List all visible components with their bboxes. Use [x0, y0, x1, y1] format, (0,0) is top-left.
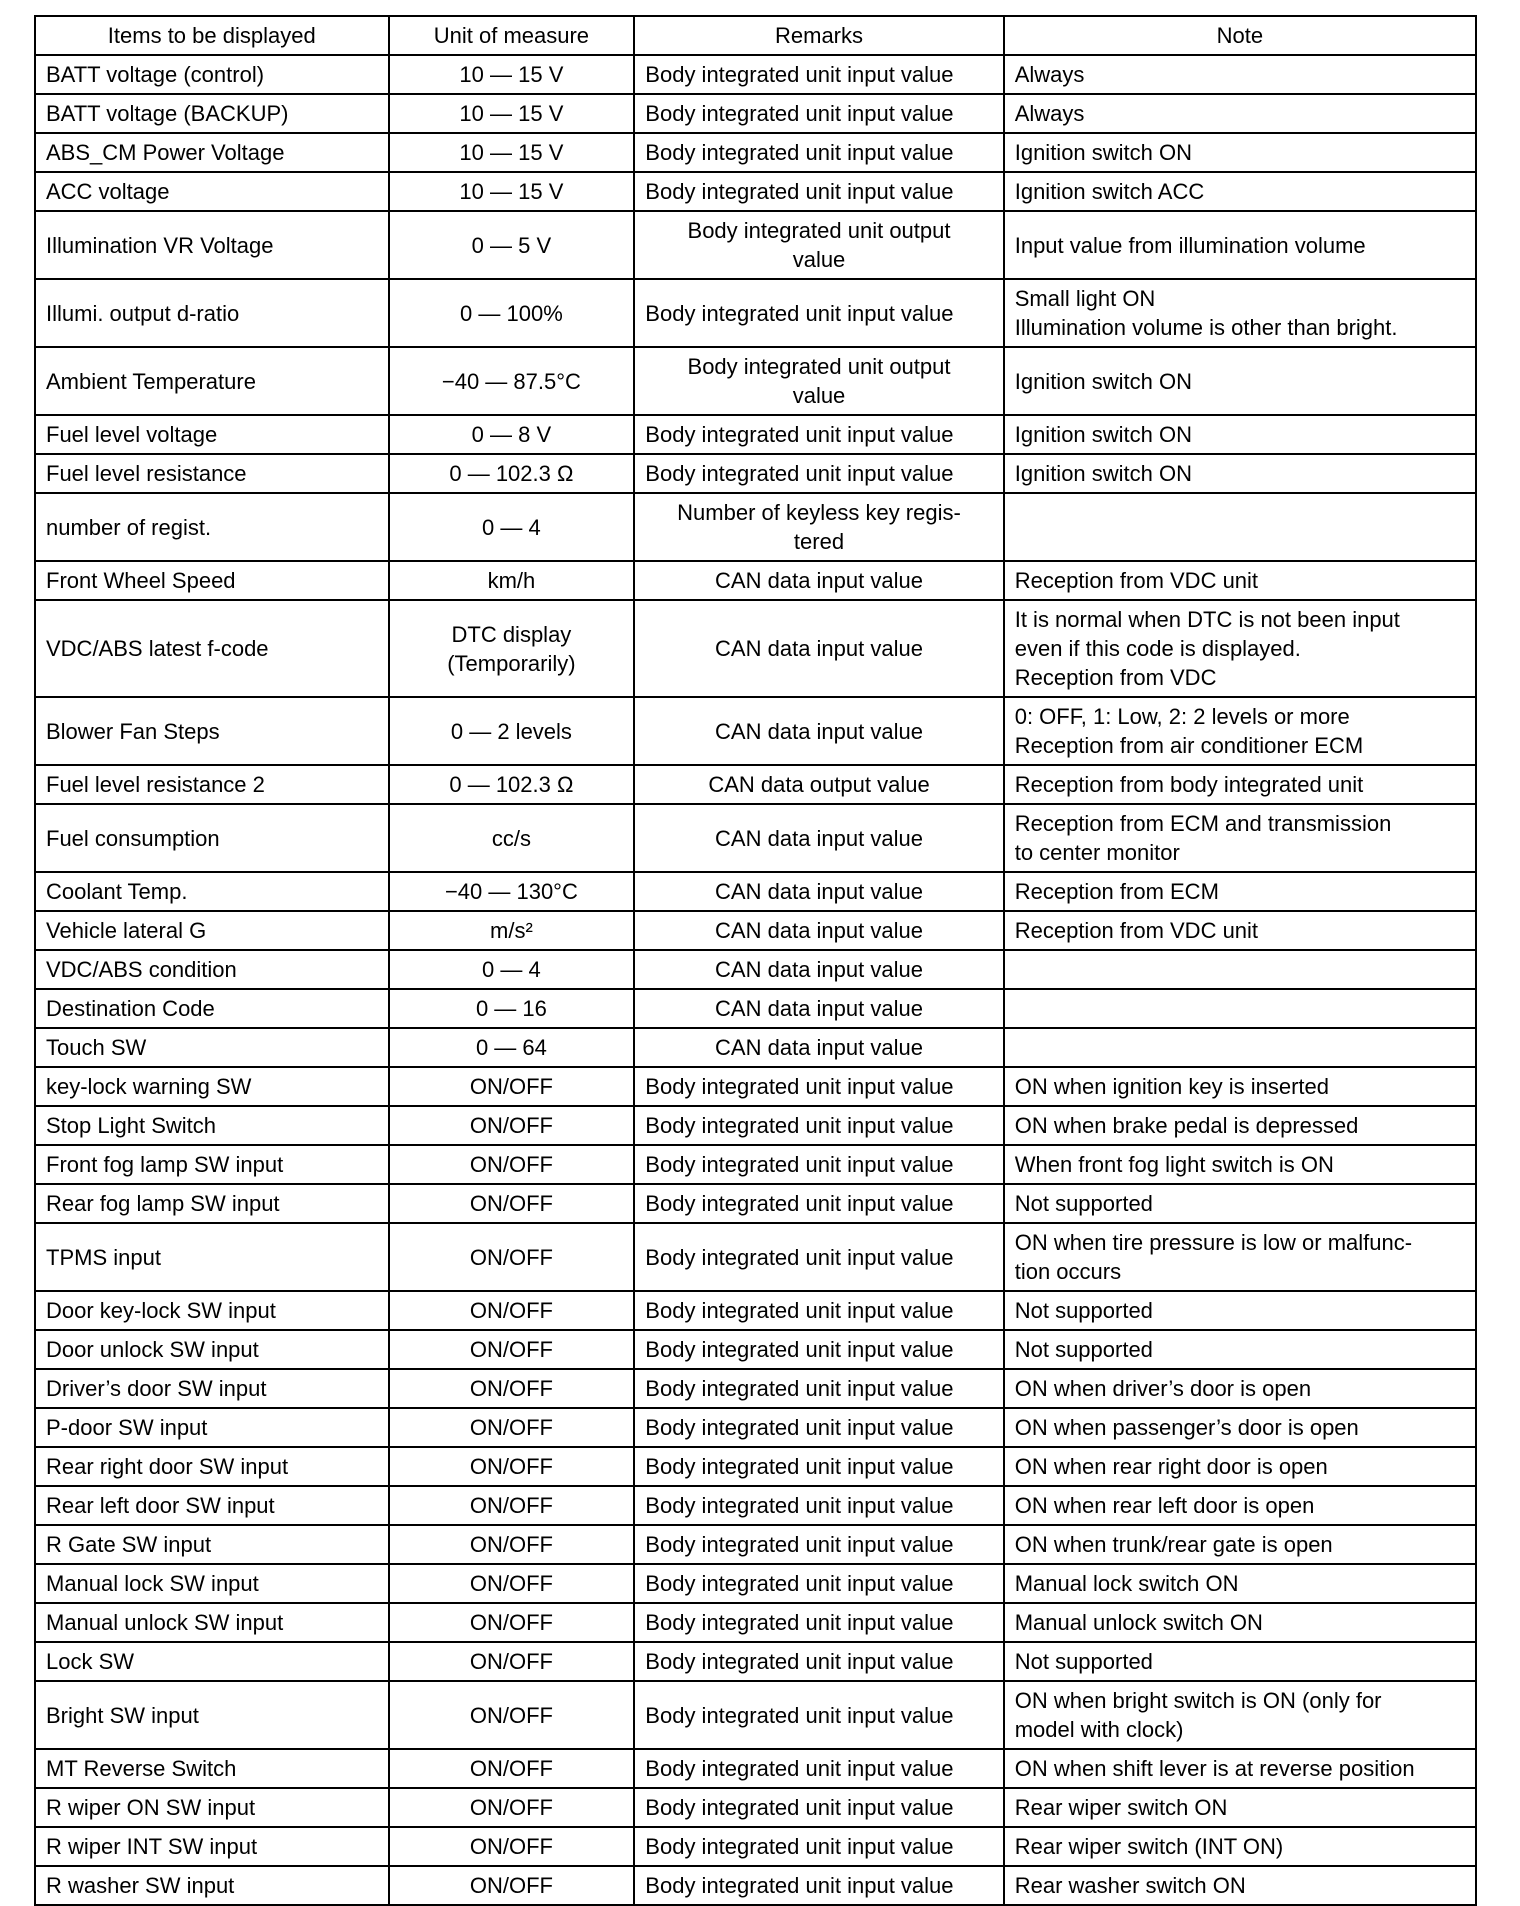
- cell-note: Not supported: [1004, 1330, 1476, 1369]
- cell-unit: 0 — 5 V: [389, 211, 635, 279]
- cell-note: It is normal when DTC is not been input even if this code is displayed. Reception from VDC: [1004, 600, 1476, 697]
- cell-note: ON when brake pedal is depressed: [1004, 1106, 1476, 1145]
- cell-item: Driver’s door SW input: [35, 1369, 389, 1408]
- cell-item: R wiper INT SW input: [35, 1827, 389, 1866]
- cell-note: Ignition switch ACC: [1004, 172, 1476, 211]
- cell-note: ON when tire pressure is low or malfunc- tion occurs: [1004, 1223, 1476, 1291]
- cell-remarks: Body integrated unit input value: [634, 279, 1003, 347]
- cell-note: Not supported: [1004, 1291, 1476, 1330]
- cell-remarks: Body integrated unit input value: [634, 1067, 1003, 1106]
- cell-unit: ON/OFF: [389, 1369, 635, 1408]
- cell-note: Reception from ECM and transmission to center monitor: [1004, 804, 1476, 872]
- table-row: [35, 1369, 1476, 1408]
- cell-unit: ON/OFF: [389, 1330, 635, 1369]
- cell-note: Rear wiper switch (INT ON): [1004, 1827, 1476, 1866]
- cell-remarks: Body integrated unit input value: [634, 1642, 1003, 1681]
- cell-item: Rear fog lamp SW input: [35, 1184, 389, 1223]
- header-note: Note: [1004, 16, 1476, 55]
- cell-unit: 0 — 100%: [389, 279, 635, 347]
- cell-note: ON when trunk/rear gate is open: [1004, 1525, 1476, 1564]
- header-remarks: Remarks: [634, 16, 1003, 55]
- cell-remarks: Body integrated unit input value: [634, 1184, 1003, 1223]
- cell-unit: ON/OFF: [389, 1067, 635, 1106]
- cell-note: ON when rear left door is open: [1004, 1486, 1476, 1525]
- cell-item: Fuel level voltage: [35, 415, 389, 454]
- table-header-row: [35, 16, 1476, 55]
- cell-note: Reception from VDC unit: [1004, 911, 1476, 950]
- cell-item: Illumi. output d-ratio: [35, 279, 389, 347]
- table-row: [35, 872, 1476, 911]
- table-row: [35, 1788, 1476, 1827]
- cell-remarks: Body integrated unit input value: [634, 454, 1003, 493]
- cell-item: Illumination VR Voltage: [35, 211, 389, 279]
- cell-remarks: CAN data input value: [634, 1028, 1003, 1067]
- cell-note: Reception from body integrated unit: [1004, 765, 1476, 804]
- header-items: Items to be displayed: [35, 16, 389, 55]
- cell-unit: DTC display (Temporarily): [389, 600, 635, 697]
- table-row: [35, 765, 1476, 804]
- cell-unit: km/h: [389, 561, 635, 600]
- cell-item: Rear right door SW input: [35, 1447, 389, 1486]
- cell-item: Stop Light Switch: [35, 1106, 389, 1145]
- table-row: [35, 1564, 1476, 1603]
- cell-note: Manual lock switch ON: [1004, 1564, 1476, 1603]
- cell-remarks: CAN data input value: [634, 697, 1003, 765]
- table-row: [35, 1145, 1476, 1184]
- cell-item: TPMS input: [35, 1223, 389, 1291]
- table-row: [35, 94, 1476, 133]
- cell-unit: 10 — 15 V: [389, 55, 635, 94]
- cell-item: key-lock warning SW: [35, 1067, 389, 1106]
- cell-item: Vehicle lateral G: [35, 911, 389, 950]
- cell-unit: 10 — 15 V: [389, 94, 635, 133]
- cell-note: Manual unlock switch ON: [1004, 1603, 1476, 1642]
- cell-item: BATT voltage (control): [35, 55, 389, 94]
- cell-remarks: Body integrated unit input value: [634, 1827, 1003, 1866]
- cell-remarks: CAN data input value: [634, 804, 1003, 872]
- cell-remarks: Body integrated unit input value: [634, 1603, 1003, 1642]
- table-row: [35, 1330, 1476, 1369]
- cell-remarks: Body integrated unit input value: [634, 1788, 1003, 1827]
- cell-remarks: Body integrated unit input value: [634, 133, 1003, 172]
- table-row: [35, 1223, 1476, 1291]
- cell-unit: 0 — 8 V: [389, 415, 635, 454]
- table-row: [35, 415, 1476, 454]
- table-row: [35, 561, 1476, 600]
- cell-item: R washer SW input: [35, 1866, 389, 1905]
- cell-item: number of regist.: [35, 493, 389, 561]
- cell-unit: m/s²: [389, 911, 635, 950]
- cell-unit: 0 — 4: [389, 950, 635, 989]
- cell-unit: ON/OFF: [389, 1866, 635, 1905]
- table-row: [35, 1486, 1476, 1525]
- cell-remarks: CAN data input value: [634, 950, 1003, 989]
- cell-unit: 10 — 15 V: [389, 133, 635, 172]
- table-row: [35, 1291, 1476, 1330]
- table-row: [35, 1408, 1476, 1447]
- cell-item: MT Reverse Switch: [35, 1749, 389, 1788]
- cell-unit: −40 — 87.5°C: [389, 347, 635, 415]
- table-row: [35, 1447, 1476, 1486]
- cell-remarks: Number of keyless key regis- tered: [634, 493, 1003, 561]
- cell-unit: ON/OFF: [389, 1223, 635, 1291]
- cell-unit: 0 — 64: [389, 1028, 635, 1067]
- cell-remarks: Body integrated unit output value: [634, 347, 1003, 415]
- cell-remarks: Body integrated unit input value: [634, 1749, 1003, 1788]
- cell-remarks: Body integrated unit input value: [634, 415, 1003, 454]
- cell-unit: 0 — 102.3 Ω: [389, 765, 635, 804]
- cell-note: Always: [1004, 55, 1476, 94]
- cell-remarks: Body integrated unit output value: [634, 211, 1003, 279]
- cell-note: Ignition switch ON: [1004, 347, 1476, 415]
- table-row: [35, 1525, 1476, 1564]
- cell-unit: ON/OFF: [389, 1749, 635, 1788]
- cell-unit: ON/OFF: [389, 1447, 635, 1486]
- cell-item: Coolant Temp.: [35, 872, 389, 911]
- cell-note: ON when passenger’s door is open: [1004, 1408, 1476, 1447]
- cell-note: Ignition switch ON: [1004, 133, 1476, 172]
- cell-item: Manual unlock SW input: [35, 1603, 389, 1642]
- cell-item: ABS_CM Power Voltage: [35, 133, 389, 172]
- cell-remarks: Body integrated unit input value: [634, 1408, 1003, 1447]
- table-row: [35, 172, 1476, 211]
- cell-note: ON when driver’s door is open: [1004, 1369, 1476, 1408]
- cell-unit: 10 — 15 V: [389, 172, 635, 211]
- cell-unit: ON/OFF: [389, 1564, 635, 1603]
- cell-note: Reception from VDC unit: [1004, 561, 1476, 600]
- cell-unit: cc/s: [389, 804, 635, 872]
- cell-item: Ambient Temperature: [35, 347, 389, 415]
- cell-item: VDC/ABS latest f-code: [35, 600, 389, 697]
- cell-item: Bright SW input: [35, 1681, 389, 1749]
- cell-item: Front Wheel Speed: [35, 561, 389, 600]
- table-row: [35, 1067, 1476, 1106]
- cell-note: [1004, 493, 1476, 561]
- cell-remarks: Body integrated unit input value: [634, 1330, 1003, 1369]
- cell-note: Rear wiper switch ON: [1004, 1788, 1476, 1827]
- cell-unit: 0 — 102.3 Ω: [389, 454, 635, 493]
- cell-unit: 0 — 2 levels: [389, 697, 635, 765]
- cell-remarks: Body integrated unit input value: [634, 1681, 1003, 1749]
- cell-note: Input value from illumination volume: [1004, 211, 1476, 279]
- cell-note: Reception from ECM: [1004, 872, 1476, 911]
- table-row: [35, 493, 1476, 561]
- cell-note: ON when ignition key is inserted: [1004, 1067, 1476, 1106]
- cell-unit: ON/OFF: [389, 1603, 635, 1642]
- cell-remarks: Body integrated unit input value: [634, 94, 1003, 133]
- cell-item: R Gate SW input: [35, 1525, 389, 1564]
- table-row: [35, 454, 1476, 493]
- cell-item: Door key-lock SW input: [35, 1291, 389, 1330]
- cell-item: R wiper ON SW input: [35, 1788, 389, 1827]
- cell-item: BATT voltage (BACKUP): [35, 94, 389, 133]
- cell-note: Always: [1004, 94, 1476, 133]
- cell-item: Fuel level resistance 2: [35, 765, 389, 804]
- table-row: [35, 1681, 1476, 1749]
- cell-unit: ON/OFF: [389, 1788, 635, 1827]
- cell-remarks: CAN data input value: [634, 989, 1003, 1028]
- cell-note: Ignition switch ON: [1004, 454, 1476, 493]
- cell-remarks: Body integrated unit input value: [634, 55, 1003, 94]
- cell-remarks: Body integrated unit input value: [634, 1145, 1003, 1184]
- table-body: [35, 55, 1476, 1905]
- cell-note: Ignition switch ON: [1004, 415, 1476, 454]
- cell-note: 0: OFF, 1: Low, 2: 2 levels or more Reception from air conditioner ECM: [1004, 697, 1476, 765]
- cell-unit: ON/OFF: [389, 1145, 635, 1184]
- cell-unit: ON/OFF: [389, 1681, 635, 1749]
- cell-remarks: Body integrated unit input value: [634, 1291, 1003, 1330]
- table-row: [35, 1827, 1476, 1866]
- cell-note: ON when shift lever is at reverse position: [1004, 1749, 1476, 1788]
- cell-unit: ON/OFF: [389, 1106, 635, 1145]
- cell-unit: ON/OFF: [389, 1642, 635, 1681]
- cell-remarks: Body integrated unit input value: [634, 1369, 1003, 1408]
- cell-item: Rear left door SW input: [35, 1486, 389, 1525]
- cell-unit: ON/OFF: [389, 1408, 635, 1447]
- cell-item: Fuel consumption: [35, 804, 389, 872]
- table-row: [35, 1106, 1476, 1145]
- table-row: [35, 133, 1476, 172]
- table-row: [35, 804, 1476, 872]
- cell-item: ACC voltage: [35, 172, 389, 211]
- header-unit: Unit of measure: [389, 16, 635, 55]
- cell-note: Not supported: [1004, 1642, 1476, 1681]
- cell-note: [1004, 989, 1476, 1028]
- cell-note: Rear washer switch ON: [1004, 1866, 1476, 1905]
- table-row: [35, 1184, 1476, 1223]
- cell-item: Blower Fan Steps: [35, 697, 389, 765]
- cell-remarks: Body integrated unit input value: [634, 1447, 1003, 1486]
- cell-remarks: CAN data input value: [634, 561, 1003, 600]
- cell-remarks: Body integrated unit input value: [634, 1223, 1003, 1291]
- cell-remarks: Body integrated unit input value: [634, 172, 1003, 211]
- cell-unit: ON/OFF: [389, 1486, 635, 1525]
- cell-item: Destination Code: [35, 989, 389, 1028]
- table-row: [35, 1603, 1476, 1642]
- cell-item: Touch SW: [35, 1028, 389, 1067]
- cell-unit: 0 — 16: [389, 989, 635, 1028]
- table-row: [35, 697, 1476, 765]
- table-row: [35, 211, 1476, 279]
- cell-item: Front fog lamp SW input: [35, 1145, 389, 1184]
- cell-item: Manual lock SW input: [35, 1564, 389, 1603]
- cell-note: [1004, 950, 1476, 989]
- table-row: [35, 600, 1476, 697]
- cell-remarks: Body integrated unit input value: [634, 1866, 1003, 1905]
- cell-item: Door unlock SW input: [35, 1330, 389, 1369]
- cell-unit: ON/OFF: [389, 1291, 635, 1330]
- cell-note: ON when bright switch is ON (only for model with clock): [1004, 1681, 1476, 1749]
- cell-unit: 0 — 4: [389, 493, 635, 561]
- cell-item: P-door SW input: [35, 1408, 389, 1447]
- cell-remarks: Body integrated unit input value: [634, 1525, 1003, 1564]
- cell-item: Fuel level resistance: [35, 454, 389, 493]
- table-row: [35, 347, 1476, 415]
- cell-remarks: CAN data output value: [634, 765, 1003, 804]
- table-row: [35, 279, 1476, 347]
- cell-remarks: CAN data input value: [634, 872, 1003, 911]
- table-row: [35, 911, 1476, 950]
- cell-note: Small light ON Illumination volume is other than bright.: [1004, 279, 1476, 347]
- cell-note: Not supported: [1004, 1184, 1476, 1223]
- cell-note: When front fog light switch is ON: [1004, 1145, 1476, 1184]
- cell-remarks: Body integrated unit input value: [634, 1564, 1003, 1603]
- cell-remarks: Body integrated unit input value: [634, 1486, 1003, 1525]
- cell-remarks: Body integrated unit input value: [634, 1106, 1003, 1145]
- cell-unit: −40 — 130°C: [389, 872, 635, 911]
- cell-unit: ON/OFF: [389, 1525, 635, 1564]
- cell-note: ON when rear right door is open: [1004, 1447, 1476, 1486]
- cell-unit: ON/OFF: [389, 1184, 635, 1223]
- table-row: [35, 55, 1476, 94]
- cell-item: VDC/ABS condition: [35, 950, 389, 989]
- cell-note: [1004, 1028, 1476, 1067]
- cell-item: Lock SW: [35, 1642, 389, 1681]
- data-monitor-table: [34, 15, 1477, 1906]
- table-row: [35, 1028, 1476, 1067]
- table-row: [35, 989, 1476, 1028]
- cell-remarks: CAN data input value: [634, 600, 1003, 697]
- cell-unit: ON/OFF: [389, 1827, 635, 1866]
- table-row: [35, 1749, 1476, 1788]
- cell-remarks: CAN data input value: [634, 911, 1003, 950]
- table-row: [35, 1642, 1476, 1681]
- table-row: [35, 950, 1476, 989]
